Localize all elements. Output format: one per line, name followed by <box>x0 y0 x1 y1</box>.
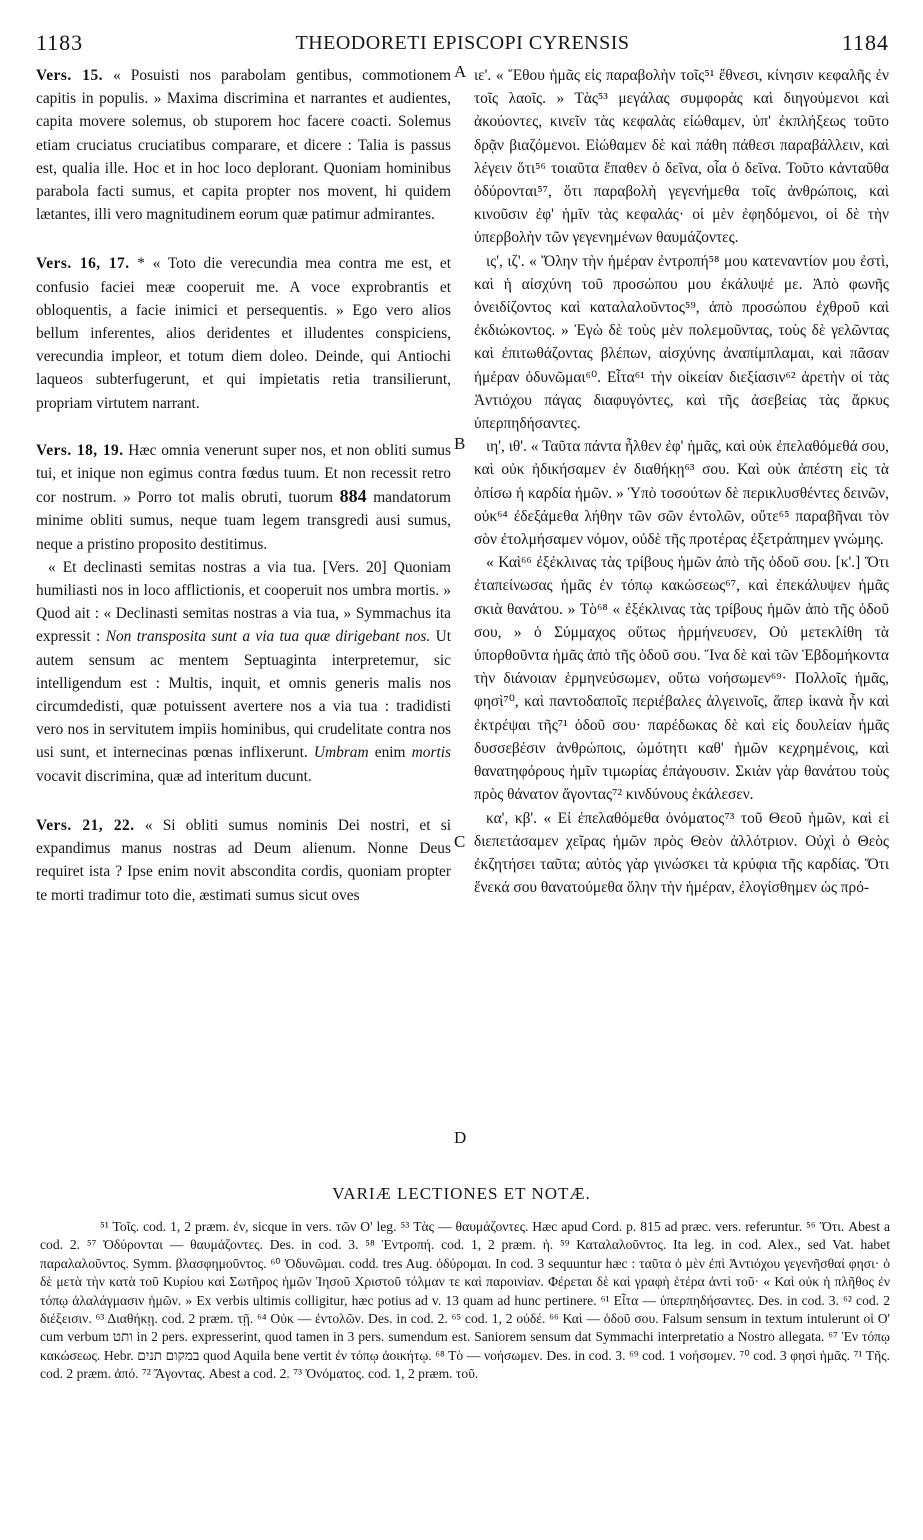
margin-marker-a: A <box>454 62 467 81</box>
page-number-left: 1183 <box>36 30 84 55</box>
running-title: THEODORETI EPISCOPI CYRENSIS <box>295 32 630 54</box>
paragraph-text: « Posuisti nos parabolam gentibus, commotionem capitis in populis. » Maxima discrimina et narrantes et audientes, capita movere solemus, ob stuporem hoc facere coacti. Solemus etiam cruciatus cruciatibus comparare, et dicere : Talia is passus est, qualia ille. Hoc et in hoc loco deplorant. Quoniam hominibus parabola facti sumus, et capita propter nos movent, hi quidem lætantes, illi vero magnitudinem eorum quæ patimur admirantes. <box>36 67 452 224</box>
notes-heading: VARIÆ LECTIONES ET NOTÆ. <box>332 1184 591 1203</box>
latin-column <box>36 64 451 907</box>
notes-block <box>40 1218 890 1384</box>
verse-label: Vers. 21, 22. <box>36 816 135 834</box>
greek-paragraph: « Καὶ⁶⁶ ἐξέκλινας τὰς τρίβους ἡμῶν ἀπὸ τῆς ὁδοῦ σου. [κ'.] Ὅτι ἐταπείνωσας ἡμᾶς ἐν τόπῳ κακώσεως⁶⁷, καὶ ἐπεκάλυψεν ἡμᾶς σκιὰ θανάτου. » Τὸ⁶⁸ « ἐξέκλινας τὰς τρίβους ἡμῶν ἀπὸ τῆς ὁδοῦ σου, » ὁ Σύμμαχος οὕτως ἡρμήνευσεν, Οὐ μετεκλίθη τὰ ὑπορθοῦντα ἡμᾶς ἀπὸ τῆς ὁδοῦ σου. Ἵνα δὲ καὶ τῶν Ἑβδομήκοντα τὴν διάνοιαν ἑρμηνεύσωμεν, οὕτω νοήσωμεν⁶⁹· Πολλοῖς ἡμᾶς, φησὶ⁷⁰, καὶ παντοδαποῖς περιέβαλες ἀλγεινοῖς, ἅπερ ἱκανὰ ἦν καὶ ἐκτρέψαι τῆς⁷¹ ὁδοῦ σου· παρέδωκας δὲ καὶ εἰς δουλείαν ἡμᾶς δυσσεβέσιν ἀνθρώποις, ὠμότητι καθ' ἡμῶν κεχρημένοις, καὶ θανατηφόρους ἡμῖν τιμωρίας ἐπάγουσιν. Σκιὰν γὰρ θανάτου τοὺς πρὸς θάνατον ἄγοντας⁷² κινδύνους ἐκάλεσεν. <box>474 554 889 804</box>
latin-paragraph <box>36 556 451 788</box>
paragraph-text: enim <box>374 744 406 762</box>
paragraph-text: « Si obliti sumus nominis Dei nostri, et si expandimus manus nostras ad Deum alienum. Nonne Deus requiret ista ? Ipse enim novit absconditа cordis, quoniam propter te morti tradimur toto die, æstimati sumus sicut oves <box>36 816 451 904</box>
verse-label: Vers. 18, 19. <box>36 441 124 459</box>
latin-paragraph <box>36 64 451 226</box>
notes-text: ⁵¹ Τοῖς. cod. 1, 2 præm. ἐν, sicque in vers. τῶν Ο' leg. ⁵³ Τὰς — θαυμάζοντες. Hæc apud Cord. p. 815 ad præc. vers. referuntur. ⁵⁶ Ὅτι. Abest a cod. 2. ⁵⁷ Ὀδύρονται — θαυμάζοντες. Des. in cod. 3. ⁵⁸ Ἐντροπή. cod. 1, 2 præm. ἡ. ⁵⁹ Καταλαλοῦντος. Ita leg. in cod. Alex., sed Vat. habet παραλαλοῦντος. Symm. βλασφημοῦντος. ⁶⁰ Ὀδυνῶμαι. codd. tres Aug. ὀδύρομαι. In cod. 3 sequuntur hæc : ταῦτα ὁ μὲν ἐπὶ Ἀντιόχου γεγενῆσθαί φησι· ὁ δὲ μετὰ τὴν κατὰ τοῦ Κυρίου καὶ Σωτῆρος ἡμῶν Ἰησοῦ Χριστοῦ τόλμαν τε καὶ παροινίαν. Φέρεται δὲ καὶ γραφὴ ἑτέρα ἀντὶ τοῦ· « Καὶ οὐκ ἡ πλῆθος ἐν τόπῳ ἀλαλάγμασιν ἡμῶν. » Ex verbis ultimis colligitur, hæc potius ad v. 13 quam ad hunc pertinere. ⁶¹ Εἶτα — ὑπερπηδήσαντες. Des. in cod. 3. ⁶² cod. 2 διέξεισιν. ⁶³ Διαθήκῃ. cod. 2 præm. τῇ. ⁶⁴ Οὐκ — ἐντολῶν. Des. in cod. 2. ⁶⁵ cod. 1, 2 οὐδέ. ⁶⁶ Καὶ — ὁδοῦ σου. Falsum sensum in textum intulerunt οἱ Ο' cum verbum ותט in 2 pers. expresserint, quod tamen in 3 pers. sumendum est. Saniorem sensum dat Symmachi interpretatio a Nostro allegata. ⁶⁷ Ἐν τόπῳ κακώσεως. Hebr. במקום תנים quod Aquila bene vertit ἐν τόπῳ ἀοικήτῳ. ⁶⁸ Τὸ — νοήσωμεν. Des. in cod. 3. ⁶⁹ cod. 1 νοήσομεν. ⁷⁰ cod. 3 φησὶ ἡμᾶς. ⁷¹ Τῆς. cod. 2 præm. ἀπό. ⁷² Ἄγοντας. Abest a cod. 2. ⁷³ Ὀνόματος. cod. 1, 2 præm. τοῦ. <box>40 1219 890 1382</box>
paragraph-text: mandatorum minime obliti sumus, neque tuam legem transgredi ausi sumus, neque a pristino proposito destitimus. <box>36 489 451 553</box>
verse-label: Vers. 15. <box>36 67 103 84</box>
italic-word: Umbram <box>313 744 369 762</box>
greek-paragraph: ιε'. « Ἔθου ἡμᾶς εἰς παραβολὴν τοῖς⁵¹ ἔθνεσι, κίνησιν κεφαλῆς ἐν τοῖς λαοῖς. » Τὰς⁵³ μεγάλας συμφορὰς καὶ διηγούμενοι καὶ ἀκούοντες, κινεῖν τὰς κεφαλὰς εἰώθαμεν, ὑπ' ἐκπλήξεως τοῦτο δρᾷν βιαζόμενοι. Εἰώθαμεν δὲ καὶ πάθη πάθεσι παραβάλλειν, καὶ λέγειν ὅτι⁵⁶ τοιαῦτα ἔπαθεν ὁ δεῖνα, οἷα ὁ δεῖνα. Τοῦτο κἀνταῦθα ὀδύρονται⁵⁷, ὅτι παραβολὴ γεγενήμεθα τοῖς ἀνθρώποις, καὶ κινοῦσιν ἐφ' ἡμῖν τὰς κεφαλάς· οἱ μὲν ἐφηδόμενοι, οἱ δὲ τὴν ὑπερβολὴν τῶν γεγενημένων θαυμάζοντες. <box>474 67 889 247</box>
verse-label: Vers. 16, 17. <box>36 255 130 273</box>
greek-paragraph: κα', κβ'. « Εἰ ἐπελαθόμεθα ὀνόματος⁷³ τοῦ Θεοῦ ἡμῶν, καὶ εἰ διεπετάσαμεν χεῖρας ἡμῶν πρὸς Θεὸν ἀλλότριον. Οὐχὶ ὁ Θεὸς ἐκζητήσει ταῦτα; αὐτὸς γὰρ γινώσκει τὰ κρύφια τῆς καρδίας. Ὅτι ἕνεκά σου θανατούμεθα ὅλην τὴν ἡμέραν, ἐλογίσθημεν ὡς πρό- <box>474 809 889 897</box>
margin-marker-b: B <box>454 434 466 453</box>
margin-marker-d: D <box>454 1128 467 1147</box>
greek-paragraph: ιη', ιθ'. « Ταῦτα πάντα ἦλθεν ἐφ' ἡμᾶς, καὶ οὐκ ἐπελαθόμεθά σου, καὶ οὐκ ἠδικήσαμεν ἐν διαθήκῃ⁶³ σου. Καὶ οὐκ ἀπέστη εἰς τὰ ὀπίσω ἡ καρδία ἡμῶν. » Ὑπὸ τοσούτων δὲ περικλυσθέντες δεινῶν, οὐκ⁶⁴ ἐδεξάμεθα λήθην τῶν σῶν ἐντολῶν, οὔτε⁶⁵ παραβῆναι τὸν σὸν ἐτολμήσαμεν νόμον, οὐδὲ τῆς προτέρας ἐξετράπημεν γνώμης. <box>474 438 889 549</box>
italic-quote: Non transposita sunt a via tua quæ dirigebant nos. <box>105 628 431 646</box>
latin-paragraph <box>36 252 451 414</box>
margin-marker-c: C <box>454 832 466 851</box>
greek-paragraph: ις', ιζ'. « Ὅλην τὴν ἡμέραν ἐντροπή⁵⁸ μου κατεναντίον μου ἐστὶ, καὶ ἡ αἰσχύνη τοῦ προσώπου μου ἐκάλυψέ με. Ἀπὸ φωνῆς ὀνειδίζοντος καὶ καταλαλοῦντος⁵⁹, ἀπὸ προσώπου ἐχθροῦ καὶ ἐκδιώκοντος. » Ἐγὼ δὲ τοὺς μὲν πολεμοῦντας, τοὺς δὲ γελῶντας καὶ ἐπιτωθάζοντας βλέπων, αἰσχύνης ἀναπίμπλαμαι, καὶ πᾶσαν ἡμέραν ὀδυνῶμαι⁶⁰. Εἶτα⁶¹ τὴν οἰκείαν διεξίασιν⁶² ἀρετὴν οἱ τὰς Ἀντιόχου πάγας διαφυγόντες, καὶ τῆς ἀσεβείας τὰς ἄρκυς ὑπερπηδήσαντες. <box>474 252 889 433</box>
paragraph-text: vocavit discrimina, quæ ad interitum ducunt. <box>36 767 312 785</box>
column-number: 884 <box>339 486 367 507</box>
page-header <box>36 30 889 56</box>
paragraph-text: Ut autem sensum ac mentem Septuaginta interpretemur, sic intelligendum est : Multis, inquit, et omnis generis malis nos circumdedisti, quæ potuissent avertere nos a via tua : tradidisti vero nos in servitutem impiis hominibus, qui crudelitate contra nos usi sunt, et internecinas pœnas inflixerunt. <box>36 628 451 762</box>
page-number-right: 1184 <box>841 30 889 55</box>
greek-column <box>474 64 889 899</box>
latin-paragraph <box>36 439 451 556</box>
paragraph-text: Hæc omnia venerunt super nos, et non obliti sumus tui, et inique non egimus contra fœdus tuum. Et non recessit retro cor nostrum. » Porro tot malis obruti, tuorum <box>36 441 451 507</box>
italic-word: mortis <box>411 744 451 762</box>
latin-paragraph <box>36 814 451 907</box>
paragraph-text: * « Toto die verecundia mea contra me est, et confusio faciei meæ cooperuit me. A voce exprobrantis et obloquentis, a facie inimici et persequentis. » Ego vero alios bellum inferentes, alios deridentes et illudentes conspiciens, verecundia impleor, et totum diem doleo. Deinde, qui Antiochi laqueos subterfugerunt, et qui impietatis retia transilierunt, propriam virtutem narrant. <box>36 255 451 412</box>
paragraph-text: « Et declinasti semitas nostras a via tua. [Vers. 20] Quoniam humiliasti nos in loco afflictionis, et cooperuit nos umbra mortis. » Quod ait : « Declinasti semitas nostras a via tua, » Symmachus ita expressit : <box>36 558 451 646</box>
